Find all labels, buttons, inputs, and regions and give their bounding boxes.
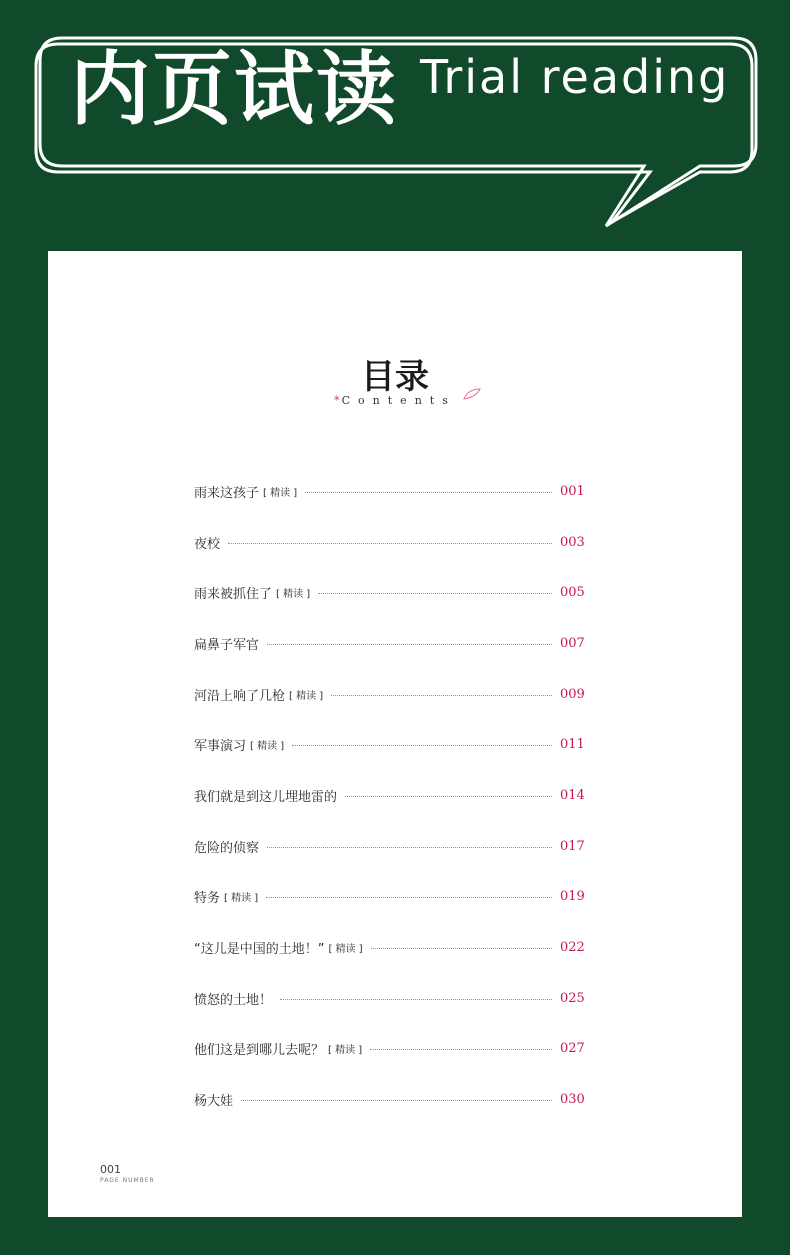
toc-item-title: 杨大娃 <box>194 1094 234 1110</box>
toc-item-tag: [ 精读 ] <box>289 690 324 702</box>
toc-item-title: 雨来被抓住了 <box>194 587 273 603</box>
toc-item-title: 扁鼻子军官 <box>194 637 260 653</box>
dotted-leader <box>331 695 552 696</box>
page-number-label: PAGE NUMBER <box>100 1177 155 1184</box>
toc-item-page: 009 <box>560 686 585 702</box>
toc-item[interactable] <box>194 567 586 618</box>
banner-title-en: Trial reading <box>420 50 730 104</box>
toc-item-title: 愤怒的土地！ <box>194 992 273 1008</box>
toc-item-page: 014 <box>560 787 585 803</box>
toc-item-page: 025 <box>560 990 585 1006</box>
toc-item-page: 019 <box>560 889 585 905</box>
toc-item-tag: [ 精读 ] <box>263 487 298 499</box>
toc-item[interactable] <box>194 466 586 517</box>
toc-item-tag: [ 精读 ] <box>328 1045 363 1057</box>
toc-item-tag: [ 精读 ] <box>250 741 285 753</box>
toc-item-title: 军事演习 <box>194 739 247 755</box>
toc-item[interactable] <box>194 618 586 669</box>
petal-icon <box>462 387 482 401</box>
toc-item[interactable] <box>194 770 586 821</box>
toc-item[interactable] <box>194 517 586 568</box>
toc-subtitle <box>48 394 742 407</box>
dotted-leader <box>318 593 552 594</box>
toc-item-tag: [ 精读 ] <box>224 893 259 905</box>
star-icon: * <box>334 394 342 407</box>
dotted-leader <box>241 1100 552 1101</box>
toc-item-page: 005 <box>560 585 585 601</box>
toc-item[interactable] <box>194 669 586 720</box>
toc-item-title: “这儿是中国的土地！” <box>194 942 325 958</box>
toc-item-page: 003 <box>560 534 585 550</box>
toc-item-tag: [ 精读 ] <box>276 589 311 601</box>
toc-item-title: 特务 <box>194 891 221 907</box>
dotted-leader <box>370 1049 552 1050</box>
toc-item[interactable] <box>194 973 586 1024</box>
toc-item-page: 022 <box>560 940 585 956</box>
toc-item-title: 夜校 <box>194 536 221 552</box>
toc-item-page: 011 <box>560 737 585 753</box>
toc-item-title: 我们就是到这儿埋地雷的 <box>194 789 338 805</box>
dotted-leader <box>266 897 552 898</box>
dotted-leader <box>305 492 552 493</box>
dotted-leader <box>371 948 552 949</box>
toc-list <box>194 466 586 1125</box>
toc-item-title: 他们这是到哪儿去呢？ <box>194 1043 325 1059</box>
dotted-leader <box>228 543 552 544</box>
dotted-leader <box>280 999 552 1000</box>
toc-item-page: 007 <box>560 635 585 651</box>
toc-item-title: 雨来这孩子 <box>194 485 260 501</box>
toc-subtitle-text: Contents <box>341 394 456 407</box>
banner <box>0 0 790 240</box>
toc-item[interactable] <box>194 872 586 923</box>
dotted-leader <box>345 796 552 797</box>
toc-item-page: 001 <box>560 483 585 499</box>
dotted-leader <box>267 847 552 848</box>
toc-item-page: 017 <box>560 838 585 854</box>
toc-item-page: 030 <box>560 1092 585 1108</box>
book-page <box>48 251 742 1217</box>
toc-item-title: 危险的侦察 <box>194 840 260 856</box>
toc-item-title: 河沿上响了几枪 <box>194 688 286 704</box>
toc-item[interactable] <box>194 1074 586 1125</box>
toc-item[interactable] <box>194 922 586 973</box>
dotted-leader <box>292 745 552 746</box>
banner-title-zh: 内页试读 <box>70 43 398 136</box>
dotted-leader <box>267 644 552 645</box>
toc-item-page: 027 <box>560 1041 585 1057</box>
toc-title: 目录 <box>361 357 429 397</box>
toc-item[interactable] <box>194 1024 586 1075</box>
toc-item-tag: [ 精读 ] <box>328 944 363 956</box>
page-number: 001 <box>100 1163 121 1176</box>
toc-item[interactable] <box>194 719 586 770</box>
toc-item[interactable] <box>194 821 586 872</box>
